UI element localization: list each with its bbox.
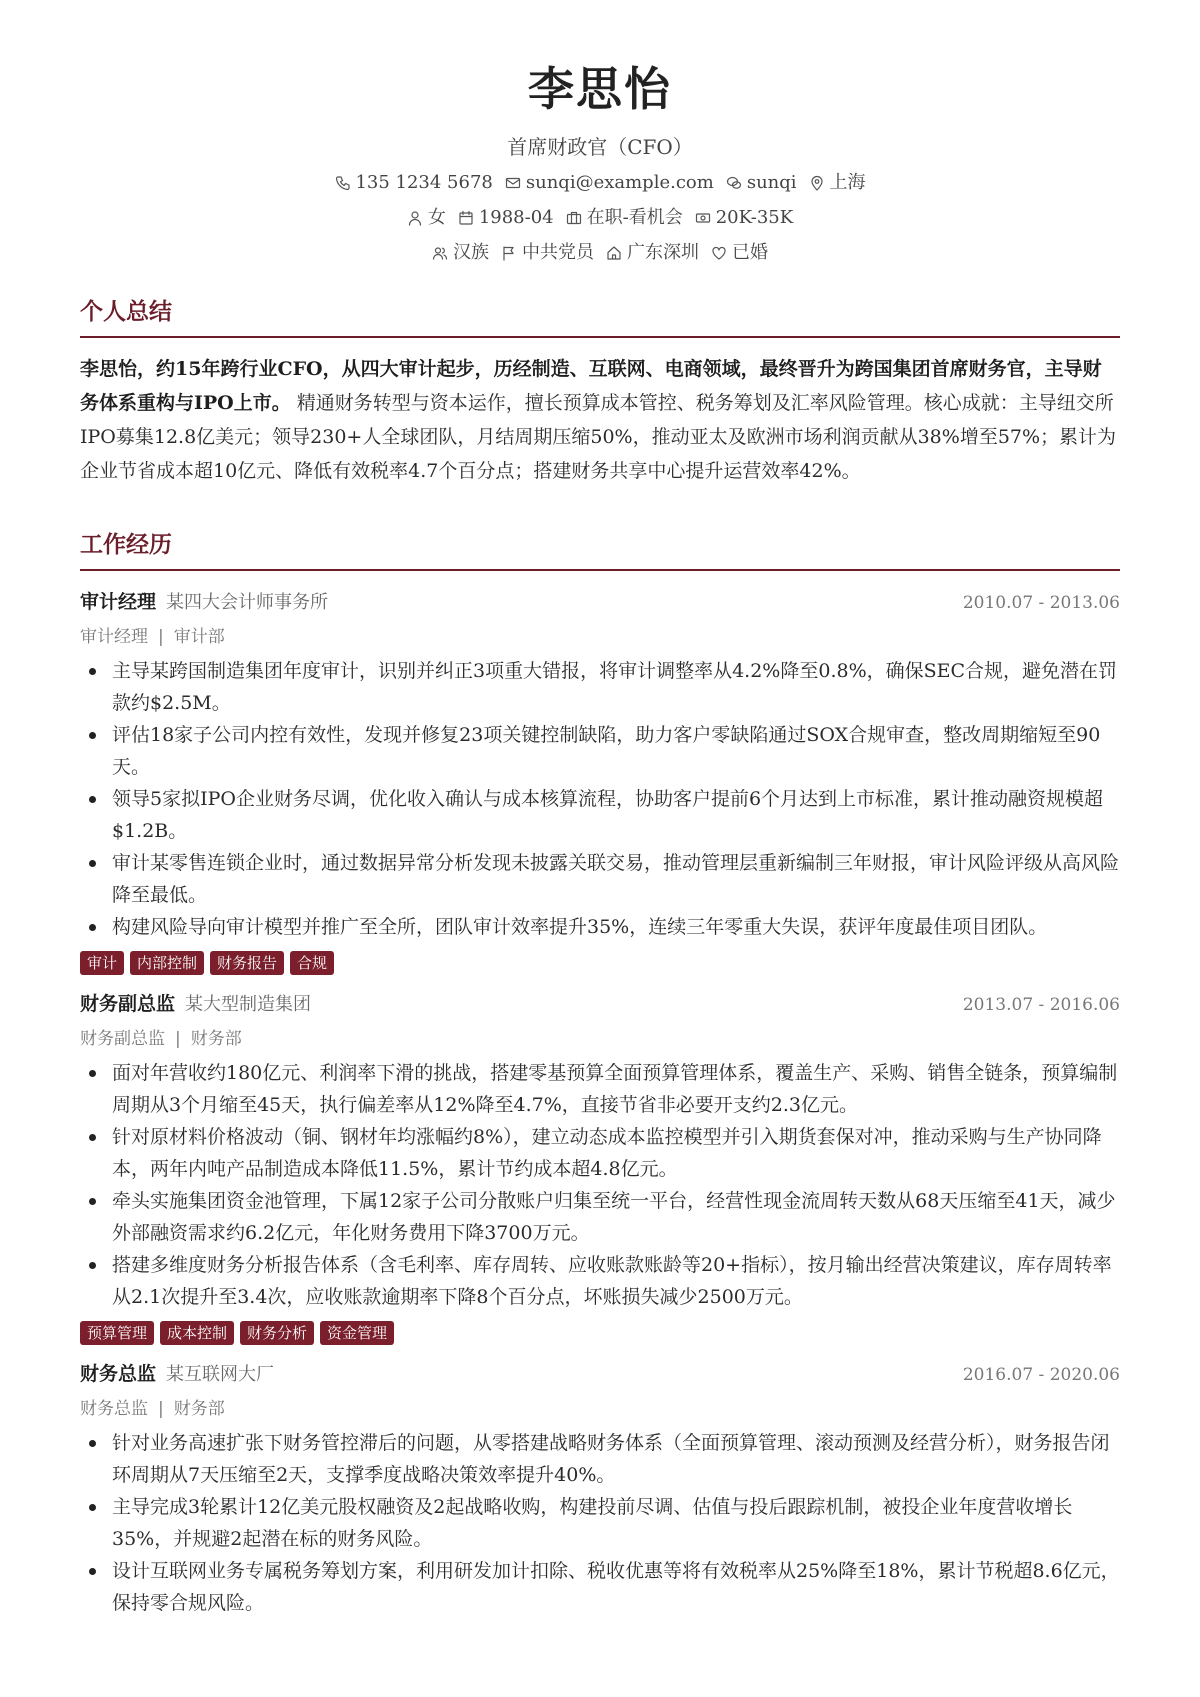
summary-highlight: 李思怡，约15年跨行业CFO，从四大审计起步，历经制造、互联网、电商领域，最终晋升为跨国集团首席财务官，主导财务体系重构与IPO上市。 [80, 357, 1102, 414]
job-title-group [80, 989, 311, 1016]
job-role-dept [80, 1024, 1120, 1049]
skill-tag: 成本控制 [160, 1321, 234, 1345]
job-entry [80, 989, 1120, 1345]
job-title: 审计经理 [80, 590, 157, 613]
briefcase-icon [566, 210, 582, 226]
info-text: 1988-04 [478, 206, 554, 228]
summary-section [80, 293, 1120, 488]
info-item [809, 171, 866, 195]
info-text: 135 1234 5678 [355, 171, 493, 193]
info-text: 女 [427, 206, 446, 228]
contact-line [80, 171, 1120, 195]
skill-tag: 审计 [80, 951, 124, 975]
job-bullets [80, 1427, 1120, 1619]
job-date: 2013.07 - 2016.06 [962, 994, 1120, 1015]
job-date: 2016.07 - 2020.06 [962, 1364, 1120, 1385]
job-dept: 财务部 [173, 1398, 225, 1419]
home-icon [606, 245, 622, 261]
skill-tag: 合规 [290, 951, 334, 975]
info-item [695, 206, 793, 230]
info-item [432, 241, 489, 265]
info-text: sunqi@example.com [525, 171, 714, 193]
job-company: 某四大会计师事务所 [166, 591, 329, 613]
job-title-group [80, 1359, 274, 1386]
job-list [80, 587, 1120, 1619]
summary-body: 精通财务转型与资本运作，擅长预算成本管控、税务筹划及汇率风险管理。核心成就：主导纽交所IPO募集12.8亿美元；领导230+人全球团队，月结周期压缩50%，推动亚太及欧洲市场利润贡献从38%增至57%；累计为企业节省成本超10亿元、降低有效税率4.7个百分点；搭建财务共享中心提升运营效率42%。 [80, 391, 1117, 482]
job-title: 财务总监 [80, 1362, 157, 1385]
list-item: 针对业务高速扩张下财务管控滞后的问题，从零搭建战略财务体系（全面预算管理、滚动预测及经营分析），财务报告闭环周期从7天压缩至2天，支撑季度战略决策效率提升40%。 [80, 1427, 1120, 1491]
skill-tag: 内部控制 [130, 951, 204, 975]
list-item: 牵头实施集团资金池管理，下属12家子公司分散账户归集至统一平台，经营性现金流周转天数从68天压缩至41天，减少外部融资需求约6.2亿元，年化财务费用下降3700万元。 [80, 1185, 1120, 1249]
info-item [458, 206, 554, 230]
job-role: 财务总监 [80, 1398, 148, 1419]
info-text: sunqi [746, 171, 797, 193]
job-role: 财务副总监 [80, 1028, 165, 1049]
skill-tags [80, 951, 1120, 975]
info-text: 汉族 [453, 241, 489, 263]
person-icon [407, 210, 423, 226]
skill-tag: 资金管理 [320, 1321, 394, 1345]
candidate-title: 首席财政官（CFO） [507, 134, 693, 159]
background-info-line [80, 241, 1120, 265]
info-text: 上海 [829, 171, 866, 193]
job-header [80, 587, 1120, 614]
mail-icon [505, 175, 521, 191]
job-entry [80, 1359, 1120, 1619]
info-item [606, 241, 699, 265]
job-date: 2010.07 - 2013.06 [962, 592, 1120, 613]
job-header [80, 1359, 1120, 1386]
summary-text [80, 352, 1120, 488]
job-entry [80, 587, 1120, 975]
resume-header [80, 64, 1120, 265]
skill-tag: 财务分析 [240, 1321, 314, 1345]
skill-tag: 预算管理 [80, 1321, 154, 1345]
personal-info-line [80, 206, 1120, 230]
info-text: 广东深圳 [627, 241, 699, 263]
list-item: 设计互联网业务专属税务筹划方案，利用研发加计扣除、税收优惠等将有效税率从25%降至18%，累计节税超8.6亿元，保持零合规风险。 [80, 1555, 1120, 1619]
calendar-icon [458, 210, 474, 226]
phone-icon [334, 175, 350, 191]
info-item [711, 241, 768, 265]
job-role: 审计经理 [80, 626, 148, 647]
job-dept: 财务部 [190, 1028, 242, 1049]
list-item: 构建风险导向审计模型并推广至全所，团队审计效率提升35%，连续三年零重大失误，获评年度最佳项目团队。 [80, 911, 1120, 943]
list-item: 审计某零售连锁企业时，通过数据异常分析发现未披露关联交易，推动管理层重新编制三年财报，审计风险评级从高风险降至最低。 [80, 847, 1120, 911]
job-dept: 审计部 [173, 626, 225, 647]
heart-icon [711, 245, 727, 261]
candidate-name: 李思怡 [528, 62, 672, 116]
separator: | [158, 626, 164, 647]
job-title: 财务副总监 [80, 992, 176, 1015]
job-company: 某互联网大厂 [166, 1363, 275, 1385]
info-item [726, 171, 797, 195]
info-item [334, 171, 492, 195]
experience-heading: 工作经历 [80, 526, 1120, 571]
experience-section [80, 526, 1120, 1619]
job-role-dept [80, 622, 1120, 647]
info-item [505, 171, 714, 195]
wechat-icon [726, 175, 742, 191]
list-item: 领导5家拟IPO企业财务尽调，优化收入确认与成本核算流程，协助客户提前6个月达到上市标准，累计推动融资规模超$1.2B。 [80, 783, 1120, 847]
list-item: 针对原材料价格波动（铜、钢材年均涨幅约8%），建立动态成本监控模型并引入期货套保对冲，推动采购与生产协同降本，两年内吨产品制造成本降低11.5%，累计节约成本超4.8亿元。 [80, 1121, 1120, 1185]
list-item: 搭建多维度财务分析报告体系（含毛利率、库存周转、应收账款账龄等20+指标），按月输出经营决策建议，库存周转率从2.1次提升至3.4次，应收账款逾期率下降8个百分点，坏账损失减少2500万元。 [80, 1249, 1120, 1313]
money-icon [695, 210, 711, 226]
info-text: 20K-35K [715, 206, 794, 228]
location-icon [809, 175, 825, 191]
separator: | [158, 1398, 164, 1419]
job-header [80, 989, 1120, 1016]
job-role-dept [80, 1394, 1120, 1419]
list-item: 主导完成3轮累计12亿美元股权融资及2起战略收购，构建投前尽调、估值与投后跟踪机制，被投企业年度营收增长35%，并规避2起潜在标的财务风险。 [80, 1491, 1120, 1555]
info-item [407, 206, 446, 230]
job-title-group [80, 587, 328, 614]
job-bullets [80, 1057, 1120, 1313]
list-item: 评估18家子公司内控有效性，发现并修复23项关键控制缺陷，助力客户零缺陷通过SOX合规审查，整改周期缩短至90天。 [80, 719, 1120, 783]
info-item [501, 241, 594, 265]
people-icon [432, 245, 448, 261]
info-text: 中共党员 [522, 241, 594, 263]
job-bullets [80, 655, 1120, 943]
skill-tag: 财务报告 [210, 951, 284, 975]
separator: | [175, 1028, 181, 1049]
summary-heading: 个人总结 [80, 293, 1120, 338]
skill-tags [80, 1321, 1120, 1345]
info-text: 在职-看机会 [586, 206, 683, 228]
flag-icon [501, 245, 517, 261]
info-item [566, 206, 683, 230]
info-text: 已婚 [732, 241, 768, 263]
list-item: 主导某跨国制造集团年度审计，识别并纠正3项重大错报，将审计调整率从4.2%降至0.8%，确保SEC合规，避免潜在罚款约$2.5M。 [80, 655, 1120, 719]
job-company: 某大型制造集团 [185, 993, 312, 1015]
list-item: 面对年营收约180亿元、利润率下滑的挑战，搭建零基预算全面预算管理体系，覆盖生产、采购、销售全链条，预算编制周期从3个月缩至45天，执行偏差率从12%降至4.7%，直接节省非必要开支约2.3亿元。 [80, 1057, 1120, 1121]
